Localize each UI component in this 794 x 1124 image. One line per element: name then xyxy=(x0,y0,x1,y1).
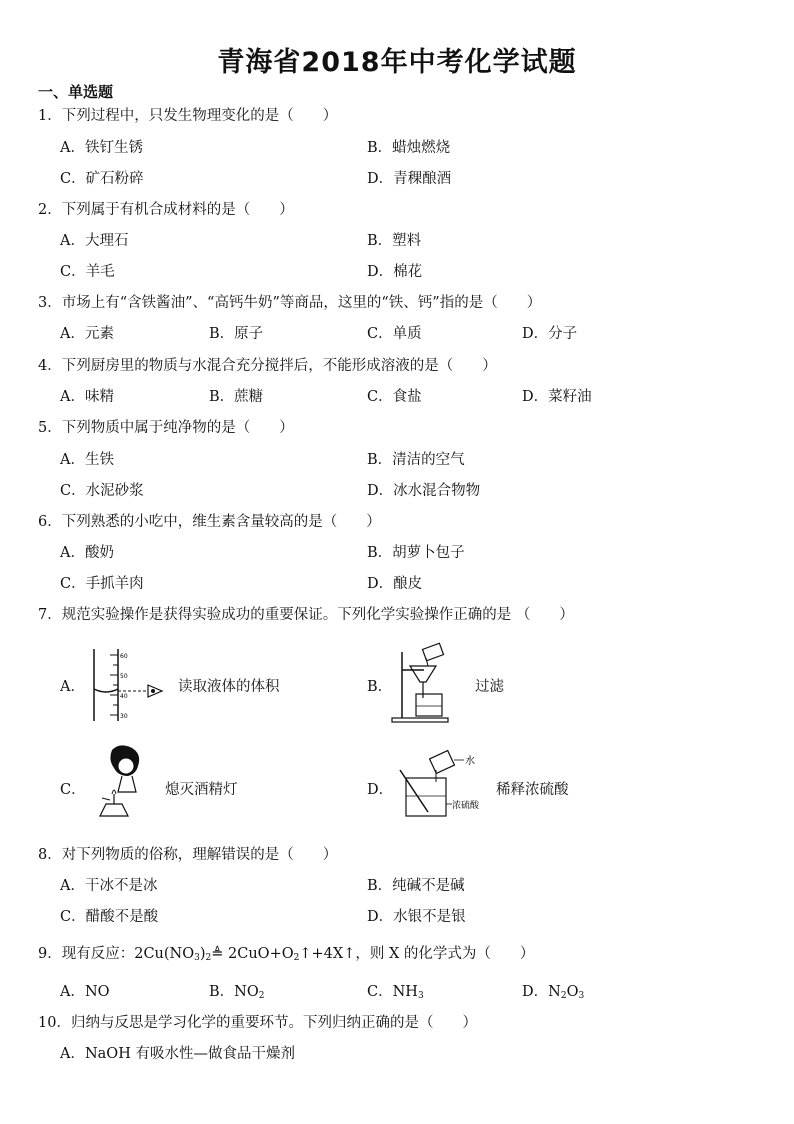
q5-option-b: B．清洁的空气 xyxy=(367,452,465,468)
q6-option-d: D．酿皮 xyxy=(367,576,423,592)
q9-option-d xyxy=(522,982,584,1006)
q2-option-b: B．塑料 xyxy=(367,233,422,249)
q9-d-sub: 2 xyxy=(560,991,567,1001)
question-7-stem: 7．规范实验操作是获得实验成功的重要保证。下列化学实验操作正确的是 （ ） xyxy=(38,607,574,623)
section-heading: 一、单选题 xyxy=(38,83,114,101)
q2-option-d: D．棉花 xyxy=(367,264,423,280)
q4-option-b: B．蔗糖 xyxy=(209,389,264,405)
q1-option-c: C．矿石粉碎 xyxy=(60,171,144,187)
cylinder-tick-40: 40 xyxy=(120,693,128,700)
question-10-stem: 10．归纳与反思是学习化学的重要环节。下列归纳正确的是（ ） xyxy=(38,1015,477,1031)
q7-option-c: C． xyxy=(60,782,86,798)
water-label: 水 xyxy=(465,756,475,767)
question-4-stem: 4．下列厨房里的物质与水混合充分搅拌后，不能形成溶液的是（ ） xyxy=(38,358,497,374)
q4-option-d: D．菜籽油 xyxy=(522,389,592,405)
question-3-stem: 3．市场上有“含铁酱油”、“高钙牛奶”等商品，这里的“铁、钙”指的是（ ） xyxy=(38,295,542,311)
q9-sub: 2 xyxy=(293,953,300,963)
q8-option-c: C．醋酸不是酸 xyxy=(60,909,159,925)
q10-option-a: A．NaOH 有吸水性—做食品干燥剂 xyxy=(60,1046,295,1062)
q9-sub: 2 xyxy=(205,953,212,963)
q9-part: ↑+4X↑，则 X 的化学式为（ ） xyxy=(299,946,535,962)
question-6-stem: 6．下列熟悉的小吃中，维生素含量较高的是（ ） xyxy=(38,514,381,530)
q9-part: ) xyxy=(199,946,206,962)
q7-label-c: 熄灭酒精灯 xyxy=(165,782,238,798)
acid-dilution-figure xyxy=(398,748,490,820)
q5-option-a: A．生铁 xyxy=(60,452,114,468)
q4-option-a: A．味精 xyxy=(60,389,114,405)
cylinder-tick-50: 50 xyxy=(120,673,128,680)
q9-option-a xyxy=(60,982,110,1002)
question-5-stem: 5．下列物质中属于纯净物的是（ ） xyxy=(38,420,294,436)
q7-label-a: 读取液体的体积 xyxy=(178,679,280,695)
cylinder-tick-30: 30 xyxy=(120,713,128,720)
q9-c-sub: 3 xyxy=(417,991,424,1001)
q9-a-text: A．NO xyxy=(60,984,110,1000)
q7-label-b: 过滤 xyxy=(475,679,504,695)
q4-option-c: C．食盐 xyxy=(367,389,422,405)
q5-option-d: D．冰水混合物物 xyxy=(367,483,481,499)
q3-option-b: B．原子 xyxy=(209,326,264,342)
question-8-stem: 8．对下列物质的俗称，理解错误的是（ ） xyxy=(38,847,338,863)
q9-b-text: B．NO xyxy=(209,984,259,1000)
q8-option-d: D．水银不是银 xyxy=(367,909,466,925)
q3-option-c: C．单质 xyxy=(367,326,422,342)
page-title: 青海省2018年中考化学试题 xyxy=(217,47,577,78)
q8-option-b: B．纯碱不是碱 xyxy=(367,878,465,894)
q9-sub: 3 xyxy=(194,953,200,963)
q6-option-a: A．酸奶 xyxy=(60,545,114,561)
question-1-stem: 1．下列过程中，只发生物理变化的是（ ） xyxy=(38,108,338,124)
question-9-stem xyxy=(38,944,534,968)
q6-option-c: C．手抓羊肉 xyxy=(60,576,144,592)
cylinder-tick-60: 60 xyxy=(120,653,128,660)
q9-c-text: C．NH xyxy=(367,984,418,1000)
q9-d-sub: 3 xyxy=(578,991,585,1001)
q9-d-text: O xyxy=(566,984,579,1000)
q7-option-a: A． xyxy=(60,679,85,695)
q5-option-c: C．水泥砂浆 xyxy=(60,483,144,499)
alcohol-lamp-figure xyxy=(92,742,158,826)
question-2-stem: 2．下列属于有机合成材料的是（ ） xyxy=(38,202,294,218)
q6-option-b: B．胡萝卜包子 xyxy=(367,545,465,561)
q1-option-d: D．青稞酿酒 xyxy=(367,171,452,187)
acid-label: 浓硫酸 xyxy=(452,801,480,811)
q3-option-a: A．元素 xyxy=(60,326,114,342)
graduated-cylinder-figure xyxy=(86,645,166,725)
q8-option-a: A．干冰不是冰 xyxy=(60,878,158,894)
q1-option-a: A．铁钉生锈 xyxy=(60,140,143,156)
q7-option-d: D． xyxy=(367,782,394,798)
q7-label-d: 稀释浓硫酸 xyxy=(496,782,569,798)
q2-option-a: A．大理石 xyxy=(60,233,129,249)
q9-option-c xyxy=(367,982,424,1006)
q9-part: 9．现有反应：2Cu(NO xyxy=(38,946,195,962)
q1-option-b: B．蜡烛燃烧 xyxy=(367,140,451,156)
q3-option-d: D．分子 xyxy=(522,326,578,342)
q2-option-c: C．羊毛 xyxy=(60,264,115,280)
q7-option-b: B． xyxy=(367,679,393,695)
q9-d-text: D．N xyxy=(522,984,561,1000)
q9-option-b xyxy=(209,982,264,1006)
filtration-figure xyxy=(388,642,460,724)
q9-part: ≜ 2CuO+O xyxy=(211,946,294,962)
q9-b-sub: 2 xyxy=(258,991,265,1001)
